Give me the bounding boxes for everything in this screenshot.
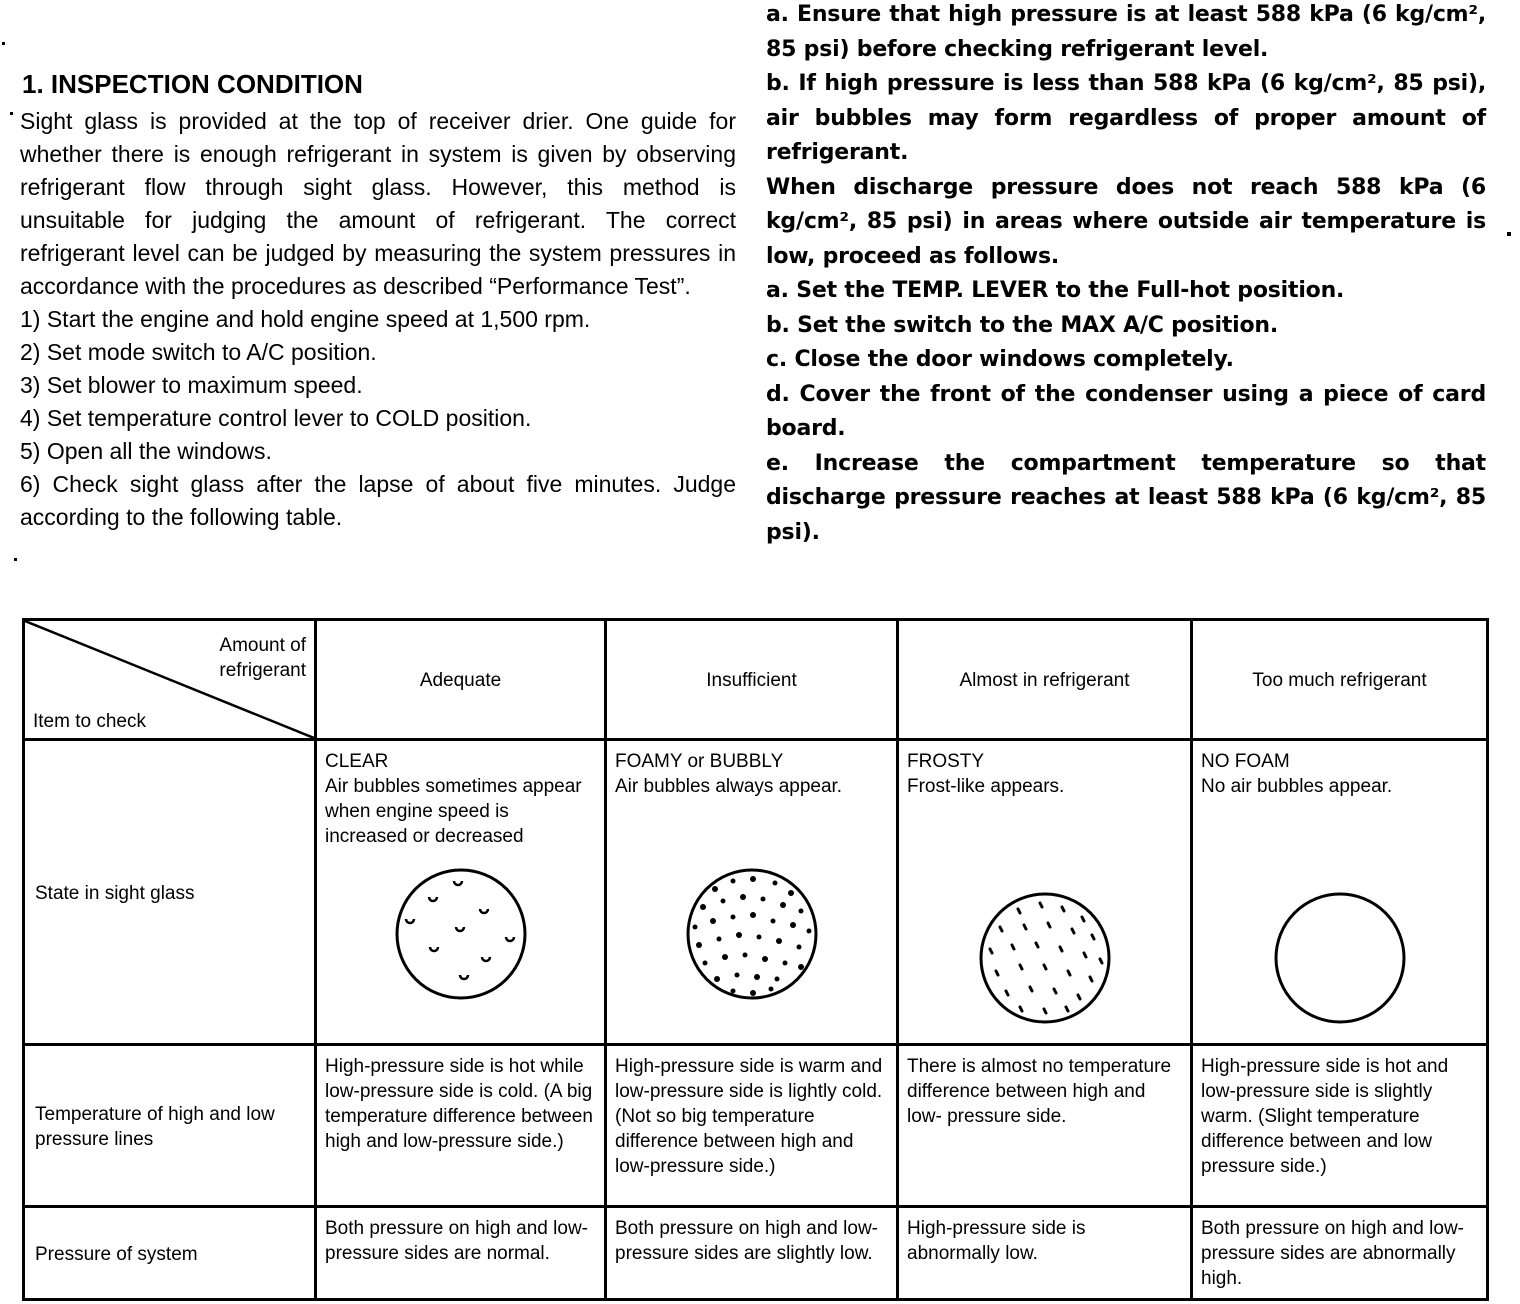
table-row bbox=[24, 1045, 1488, 1207]
table-cell bbox=[1192, 740, 1488, 1045]
step-item: 1) Start the engine and hold engine speed at 1,500 rpm. bbox=[20, 306, 591, 332]
state-description: Frost-like appears. bbox=[907, 776, 1065, 797]
scan-speck bbox=[10, 112, 13, 115]
intro-paragraph: Sight glass is provided at the top of receiver drier. One guide for whether there is enough refrigerant in system is given by observing refrigerant flow through sight glass. However, this method is unsuitable for judging the amount of refrigerant. The correct refrigerant level can be judged by measuring the system pressures in accordance with the procedures as described “Performance Test”. bbox=[20, 108, 736, 299]
scan-speck bbox=[1507, 232, 1511, 236]
section-heading: 1. INSPECTION CONDITION bbox=[22, 69, 363, 99]
table-row bbox=[24, 1207, 1488, 1300]
table-row bbox=[24, 740, 1488, 1045]
table-cell bbox=[898, 740, 1192, 1045]
table-cell: Both pressure on high and low-pressure sides are normal. bbox=[316, 1207, 606, 1300]
scan-speck bbox=[2, 42, 5, 45]
state-description: Air bubbles sometimes appear when engine speed is increased or decreased bbox=[325, 776, 582, 847]
row-label: Temperature of high and low pressure lines bbox=[24, 1045, 316, 1207]
column-header: Insufficient bbox=[606, 620, 898, 740]
low-temp-intro: When discharge pressure does not reach 588 kPa (6 kg/cm², 85 psi) in areas where outside air temperature is low, proceed as follows. bbox=[766, 174, 1486, 269]
row-label: State in sight glass bbox=[24, 740, 316, 1045]
sight-glass-foamy-icon bbox=[685, 867, 819, 1001]
column-header: Adequate bbox=[316, 620, 606, 740]
state-description: No air bubbles appear. bbox=[1201, 776, 1393, 797]
state-title: FOAMY or BUBBLY bbox=[615, 751, 784, 772]
table-cell: High-pressure side is hot while low-pressure side is cold. (A big temperature difference between high and low-pressure side.) bbox=[316, 1045, 606, 1207]
right-column bbox=[766, 0, 1486, 550]
table-cell: High-pressure side is hot and low-pressure side is slightly warm. (Slight temperature difference between and low pressure side.) bbox=[1192, 1045, 1488, 1207]
low-temp-step: c. Close the door windows completely. bbox=[766, 347, 1234, 372]
sight-glass-frosty-icon bbox=[978, 891, 1112, 1025]
low-temp-step: a. Set the TEMP. LEVER to the Full-hot position. bbox=[766, 278, 1345, 303]
left-column bbox=[20, 66, 736, 534]
corner-amount-label: Amount of refrigerant bbox=[219, 635, 306, 681]
column-header: Too much refrigerant bbox=[1192, 620, 1488, 740]
table-cell: High-pressure side is abnormally low. bbox=[898, 1207, 1192, 1300]
inspection-table bbox=[22, 618, 1486, 1298]
state-description: Air bubbles always appear. bbox=[615, 776, 843, 797]
state-title: NO FOAM bbox=[1201, 751, 1290, 772]
sight-glass-clear-icon bbox=[394, 867, 528, 1001]
column-header: Almost in refrigerant bbox=[898, 620, 1192, 740]
step-item: 4) Set temperature control lever to COLD position. bbox=[20, 405, 532, 431]
corner-header-cell bbox=[24, 620, 316, 740]
step-item: 2) Set mode switch to A/C position. bbox=[20, 339, 377, 365]
procedure-steps bbox=[20, 303, 736, 534]
low-temp-step: e. Increase the compartment temperature so that discharge pressure reaches at least 588 kPa (6 kg/cm², 85 psi). bbox=[766, 450, 1486, 545]
note-b: b. If high pressure is less than 588 kPa (6 kg/cm², 85 psi), air bubbles may form regardless of proper amount of refrigerant. bbox=[766, 71, 1486, 165]
step-item: 6) Check sight glass after the lapse of about five minutes. Judge according to the following table. bbox=[20, 471, 736, 530]
scan-speck bbox=[14, 558, 17, 561]
table-cell: High-pressure side is warm and low-pressure side is lightly cold. (Not so big temperature difference between high and low-pressure side.) bbox=[606, 1045, 898, 1207]
step-item: 5) Open all the windows. bbox=[20, 438, 272, 464]
note-a: a. Ensure that high pressure is at least 588 kPa (6 kg/cm², 85 psi) before checking refrigerant level. bbox=[766, 2, 1486, 62]
table-cell: Both pressure on high and low-pressure sides are slightly low. bbox=[606, 1207, 898, 1300]
table-cell: Both pressure on high and low-pressure sides are abnormally high. bbox=[1192, 1207, 1488, 1300]
state-title: FROSTY bbox=[907, 751, 985, 772]
low-temp-step: d. Cover the front of the condenser using a piece of card board. bbox=[766, 381, 1486, 441]
table-cell bbox=[606, 740, 898, 1045]
step-item: 3) Set blower to maximum speed. bbox=[20, 372, 363, 398]
state-title: CLEAR bbox=[325, 751, 389, 772]
corner-item-label: Item to check bbox=[33, 711, 146, 732]
header-row bbox=[24, 620, 1488, 740]
sight-glass-no-foam-icon bbox=[1273, 891, 1407, 1025]
table-cell bbox=[316, 740, 606, 1045]
table-cell: There is almost no temperature difference between high and low- pressure side. bbox=[898, 1045, 1192, 1207]
row-label: Pressure of system bbox=[24, 1207, 316, 1300]
low-temp-step: b. Set the switch to the MAX A/C position. bbox=[766, 312, 1279, 338]
